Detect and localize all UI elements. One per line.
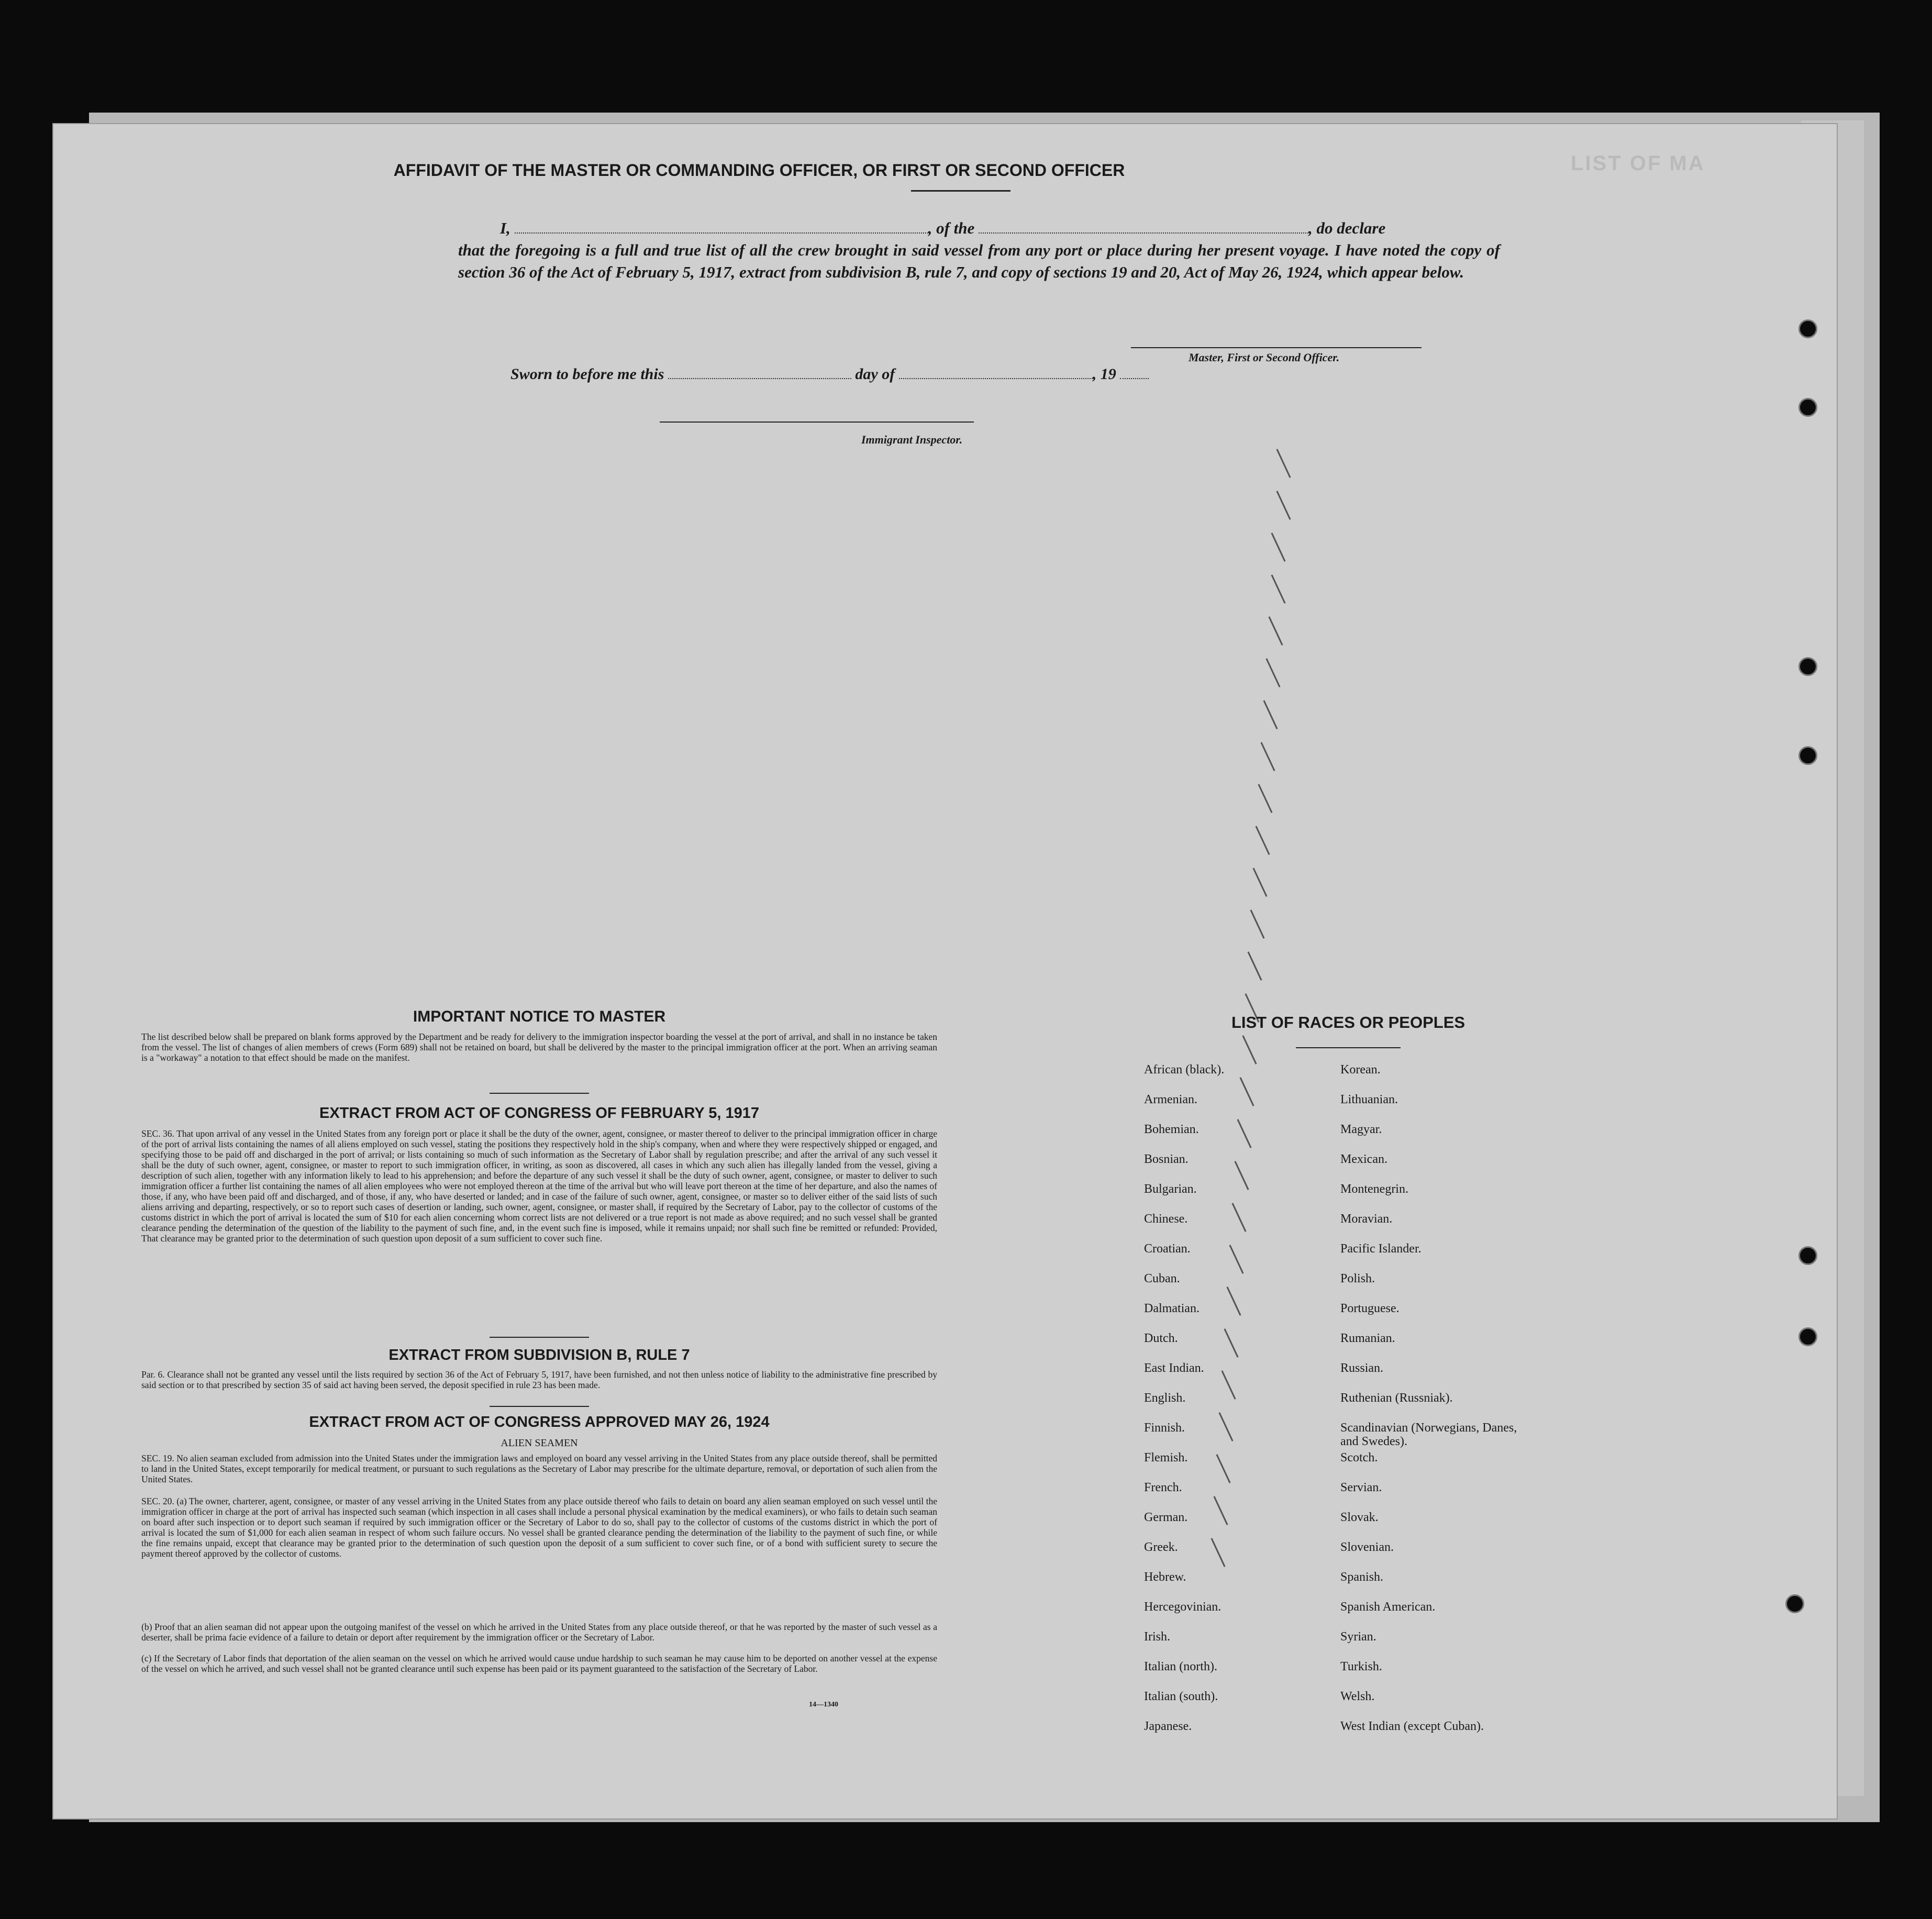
race-item: East Indian. [1144, 1361, 1204, 1375]
check-mark [1237, 1119, 1251, 1148]
form-number: 14—1340 [809, 1701, 838, 1709]
extract-1917-title: EXTRACT FROM ACT OF CONGRESS OF FEBRUARY 5, 1917 [319, 1105, 760, 1122]
sec20b-text: (b) Proof that an alien seaman did not appear upon the outgoing manifest of the vessel on which he arrived in the United States from any place outside thereof, or that he was reported by the master of such vessel as a deserter, shall be prima facie evidence of a failure to detain or deport after requirement by the immigration officer or the Secretary of Labor. [141, 1622, 937, 1643]
master-signature-line [1131, 347, 1422, 348]
affidavit-title: AFFIDAVIT OF THE MASTER OR COMMANDING OFFICER, OR FIRST OR SECOND OFFICER [393, 161, 1125, 180]
notice-title: IMPORTANT NOTICE TO MASTER [413, 1008, 666, 1025]
sworn-month-field[interactable] [899, 378, 1093, 379]
check-mark [1229, 1245, 1243, 1274]
race-item: Hebrew. [1144, 1570, 1186, 1584]
race-item: Dutch. [1144, 1332, 1178, 1345]
race-item: Spanish American. [1340, 1600, 1436, 1614]
affidavit-body: that the foregoing is a full and true list of all the crew brought in said vessel from any port or place during her present voyage. I have noted the copy of section 36 of the Act of February 5, 1917, extract from subdivision B, rule 7, and copy of sections 19 and 20, Act of May 26, 1924, which appear below. [458, 241, 1500, 281]
declare-label: , do declare [1308, 219, 1386, 237]
race-item: Chinese. [1144, 1212, 1188, 1226]
races-title: LIST OF RACES OR PEOPLES [1231, 1013, 1465, 1031]
race-item: Flemish. [1144, 1451, 1188, 1465]
race-item: Bosnian. [1144, 1152, 1189, 1166]
race-item: Italian (north). [1144, 1660, 1217, 1673]
check-mark [1239, 1077, 1254, 1106]
sworn-label: Sworn to before me this [510, 365, 664, 383]
punch-hole [1798, 319, 1817, 338]
race-item: Scotch. [1340, 1451, 1378, 1465]
check-mark [1276, 449, 1291, 478]
race-item: Slovak. [1340, 1511, 1379, 1524]
check-mark [1260, 742, 1275, 771]
race-item: Japanese. [1144, 1720, 1192, 1733]
punch-hole [1785, 1594, 1804, 1613]
check-mark [1226, 1286, 1241, 1316]
affidavit-declaration [458, 217, 1500, 283]
extract-rule7-title: EXTRACT FROM SUBDIVISION B, RULE 7 [388, 1347, 690, 1363]
race-item: Servian. [1340, 1481, 1382, 1494]
race-item: Pacific Islander. [1340, 1242, 1422, 1256]
check-mark [1268, 616, 1283, 646]
check-mark [1265, 658, 1280, 687]
check-mark [1258, 784, 1272, 813]
document-page [52, 123, 1838, 1820]
race-item: English. [1144, 1391, 1186, 1405]
race-item: African (black). [1144, 1063, 1225, 1077]
race-item: Ruthenian (Russniak). [1340, 1391, 1453, 1405]
punch-hole [1798, 657, 1817, 676]
bleed-through-heading: LIST OF MA [1571, 152, 1705, 175]
race-item: Magyar. [1340, 1123, 1382, 1136]
race-item: Croatian. [1144, 1242, 1191, 1256]
race-item: Rumanian. [1340, 1332, 1395, 1345]
race-item: Portuguese. [1340, 1302, 1400, 1315]
check-mark [1247, 951, 1262, 981]
sec20c-text: (c) If the Secretary of Labor finds that deportation of the alien seaman on the vessel on which he arrived would cause undue hardship to such seaman he may cause him to be deported on another vessel at the expense of the vessel on which he arrived, and such vessel shall not be granted clearance until such expense has been paid or its payment guaranteed to the satisfaction of the Secretary of Labor. [141, 1653, 937, 1674]
sworn-year-field[interactable] [1120, 378, 1149, 379]
race-item: Mexican. [1340, 1152, 1387, 1166]
master-signature-label: Master, First or Second Officer. [1189, 351, 1340, 364]
punch-hole [1798, 1327, 1817, 1346]
race-item: Syrian. [1340, 1630, 1376, 1644]
race-item: Bohemian. [1144, 1123, 1199, 1136]
race-item: Lithuanian. [1340, 1093, 1398, 1106]
check-mark [1271, 533, 1285, 562]
of-the-label: , of the [928, 219, 975, 237]
vessel-name-field[interactable] [979, 232, 1308, 234]
race-item: Irish. [1144, 1630, 1170, 1644]
extract-1917-text: SEC. 36. That upon arrival of any vessel in the United States from any foreign port or place it shall be the duty of the owner, agent, consignee, or master thereof to deliver to the principal immigration officer in charge of the port of arrival lists containing the names of all aliens employed on such vessel, stating the positions they respectively hold in the ship's company, when and where they were respectively shipped or engaged, and specifying those to be paid off and discharged in the port of arrival; or lists containing so much of such information as the Secretary of Labor shall by regulation prescribe; and after the arrival of any such vessel it shall be the duty of such owner, agent, consignee, or master to report to such immigration officer, in writing, as soon as discovered, all cases in which any such alien has illegally landed from the vessel, giving a description of such alien, together with any information likely to lead to his apprehension; and before the departure of any such vessel it shall be the duty of such owner, agent, consignee, or master to deliver to such immigration officer a further list containing the names of all alien employees who were not employed thereon at the time of the arrival but who will leave port thereon at the time of her departure, and also the names of those, if any, who have been paid off and discharged, and of those, if any, who have deserted or landed; and in case of the failure of such owner, agent, consignee, or master so to deliver either of the said lists of such aliens arriving and departing, respectively, or so to report such cases of desertion or landing, such owner, agent, consignee, or master shall, if required by the Secretary of Labor, pay to the collector of customs of the customs district in which the port of arrival is located the sum of $10 for each alien concerning whom correct lists are not delivered or a true report is not made as above required; and no such vessel shall be granted clearance pending the determination of the question of the liability to the payment of such fine, and, in the event such fine is imposed, while it remains unpaid; nor shall such fine be remitted or refunded: Provided, That clearance may be granted prior to the determination of such question upon deposit of a sum sufficient to cover such fine. [141, 1128, 937, 1244]
punch-hole [1798, 398, 1817, 417]
race-item: Bulgarian. [1144, 1182, 1197, 1196]
race-item: Hercegovinian. [1144, 1600, 1222, 1614]
sworn-line [510, 365, 1149, 383]
sec20a-text: SEC. 20. (a) The owner, charterer, agent, consignee, or master of any vessel arriving in the United States from any place outside thereof who fails to detain on board any alien seaman employed on such vessel until the immigration officer in charge at the port of arrival has inspected such seaman (which inspection in all cases shall include a personal physical examination by the medical examiners), or who fails to detain such seaman on board after such inspection or to deport such seaman if required by such immigration officer or the Secretary of Labor to do so, shall pay to the collector of customs of the customs district in which the port of arrival is located the sum of $1,000 for each alien seaman in respect of whom such failure occurs. No vessel shall be granted clearance pending the determination of the liability to the payment of such fine, or while the fine remains unpaid, except that clearance may be granted prior to the determination of such question upon the deposit of a sum sufficient to cover such fine, or of a bond with sufficient surety to secure the payment thereof approved by the collector of customs. [141, 1496, 937, 1559]
inspector-label: Immigrant Inspector. [861, 433, 963, 446]
race-item: Turkish. [1340, 1660, 1382, 1673]
race-item: Polish. [1340, 1272, 1375, 1285]
extract-rule7-text: Par. 6. Clearance shall not be granted any vessel until the lists required by section 36 of the Act of February 5, 1917, have been furnished, and not then unless notice of liability to the administrative fine prescribed by said section or to that prescribed by section 35 of said act having been served, the deposit specified in rule 23 has been made. [141, 1369, 937, 1390]
race-item: Italian (south). [1144, 1690, 1218, 1703]
alien-seamen-subtitle: ALIEN SEAMEN [501, 1437, 578, 1449]
races-right-column [1340, 1063, 1529, 1749]
race-item: Russian. [1340, 1361, 1384, 1375]
declarant-label: I, [500, 219, 510, 237]
race-item: Spanish. [1340, 1570, 1384, 1584]
race-item: Armenian. [1144, 1093, 1197, 1106]
race-item: Finnish. [1144, 1421, 1185, 1435]
declarant-name-field[interactable] [515, 232, 928, 234]
check-mark [1271, 574, 1285, 604]
punch-hole [1798, 746, 1817, 765]
race-item: Korean. [1340, 1063, 1381, 1077]
check-mark [1263, 700, 1278, 729]
year-prefix-label: , 19 [1092, 365, 1116, 383]
affidavit-title-rule [911, 190, 1011, 192]
check-mark [1276, 491, 1291, 520]
race-item: Scandinavian (Norwegians, Danes, and Swedes). [1340, 1421, 1517, 1448]
check-mark [1252, 868, 1267, 897]
races-left-column [1144, 1063, 1224, 1749]
extract-1917-rule [490, 1337, 589, 1338]
race-item: Cuban. [1144, 1272, 1180, 1285]
notice-text: The list described below shall be prepared on blank forms approved by the Department and be ready for delivery to the immigration inspector boarding the vessel at the port of arrival, and shall in no instance be taken from the vessel. The list of changes of alien members of crews (Form 689) shall not be retained on board, but shall be delivered by the master to the principal immigration officer at the port. When an arriving seaman is a "workaway" a notation to that effect should be made on the manifest. [141, 1031, 937, 1063]
check-mark [1224, 1328, 1238, 1358]
race-item: Greek. [1144, 1540, 1178, 1554]
sec19-text: SEC. 19. No alien seaman excluded from admission into the United States under the immigration laws and employed on board any vessel arriving in the United States from any place outside thereof, shall be permitted to land in the United States, except temporarily for medical treatment, or pursuant to such regulations as the Secretary of Labor may prescribe for the ultimate departure, removal, or deportation of such alien from the United States. [141, 1453, 937, 1484]
race-item: Slovenian. [1340, 1540, 1394, 1554]
sworn-day-field[interactable] [668, 378, 851, 379]
check-mark [1255, 826, 1270, 855]
races-rule [1296, 1047, 1401, 1048]
check-mark [1250, 909, 1264, 939]
notice-rule [490, 1093, 589, 1094]
race-item: French. [1144, 1481, 1182, 1494]
extract-rule7-rule [490, 1406, 589, 1407]
punch-hole [1798, 1246, 1817, 1265]
race-item: Dalmatian. [1144, 1302, 1200, 1315]
day-of-label: day of [855, 365, 895, 383]
check-mark [1234, 1161, 1249, 1190]
race-item: German. [1144, 1511, 1188, 1524]
inspector-signature-line [660, 421, 974, 423]
race-item: West Indian (except Cuban). [1340, 1720, 1484, 1733]
race-item: Montenegrin. [1340, 1182, 1408, 1196]
check-mark [1231, 1203, 1246, 1232]
race-item: Moravian. [1340, 1212, 1393, 1226]
race-item: Welsh. [1340, 1690, 1375, 1703]
extract-1924-title: EXTRACT FROM ACT OF CONGRESS APPROVED MAY 26, 1924 [309, 1414, 770, 1430]
check-mark [1242, 1035, 1257, 1064]
